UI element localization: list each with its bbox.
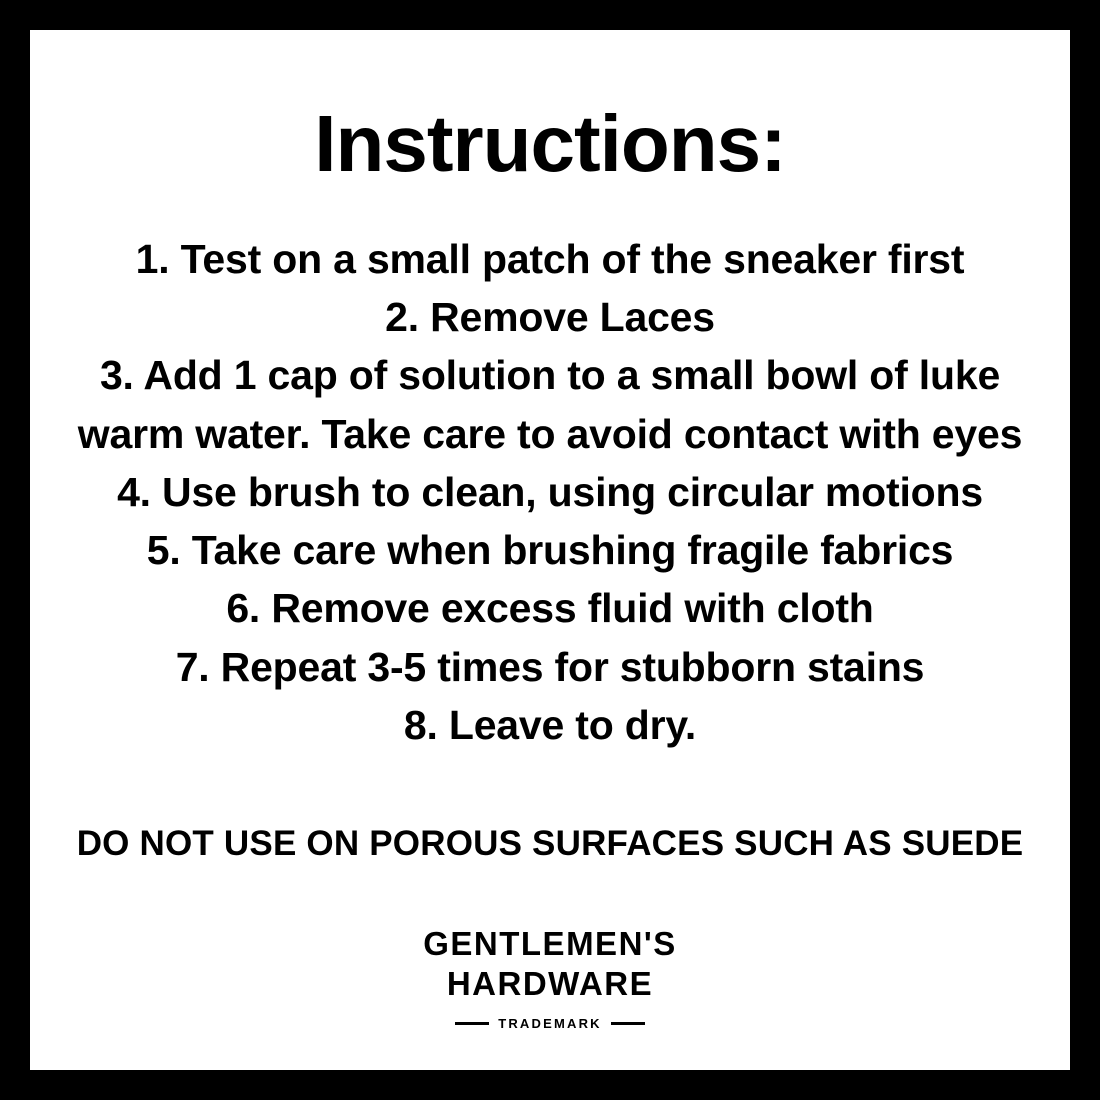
instruction-label-card — [30, 30, 1070, 1070]
instruction-steps-list — [65, 230, 1035, 754]
list-item: 4. Use brush to clean, using circular motions — [117, 468, 983, 515]
list-item: 2. Remove Laces — [385, 294, 715, 341]
list-item: 7. Repeat 3-5 times for stubborn stains — [175, 643, 925, 690]
list-item: 1. Test on a small patch of the sneaker first — [135, 236, 965, 282]
list-item: 8. Leave to dry. — [403, 701, 697, 748]
divider-right — [611, 1022, 645, 1025]
trademark-row — [423, 1016, 677, 1031]
brand-logo — [423, 924, 677, 1031]
brand-name-line-1: GENTLEMEN'S — [423, 924, 677, 962]
divider-left — [455, 1022, 489, 1025]
warning-text: DO NOT USE ON POROUS SURFACES SUCH AS SUEDE — [76, 823, 1024, 863]
list-item: 5. Take care when brushing fragile fabrics — [146, 527, 954, 574]
list-item: 3. Add 1 cap of solution to a small bowl of luke warm water. Take care to avoid contact with eyes — [77, 352, 1023, 457]
list-item: 6. Remove excess fluid with cloth — [226, 585, 874, 632]
page-title: Instructions: — [314, 99, 786, 188]
trademark-label: TRADEMARK — [498, 1016, 602, 1032]
brand-name-line-2: HARDWARE — [446, 964, 654, 1002]
